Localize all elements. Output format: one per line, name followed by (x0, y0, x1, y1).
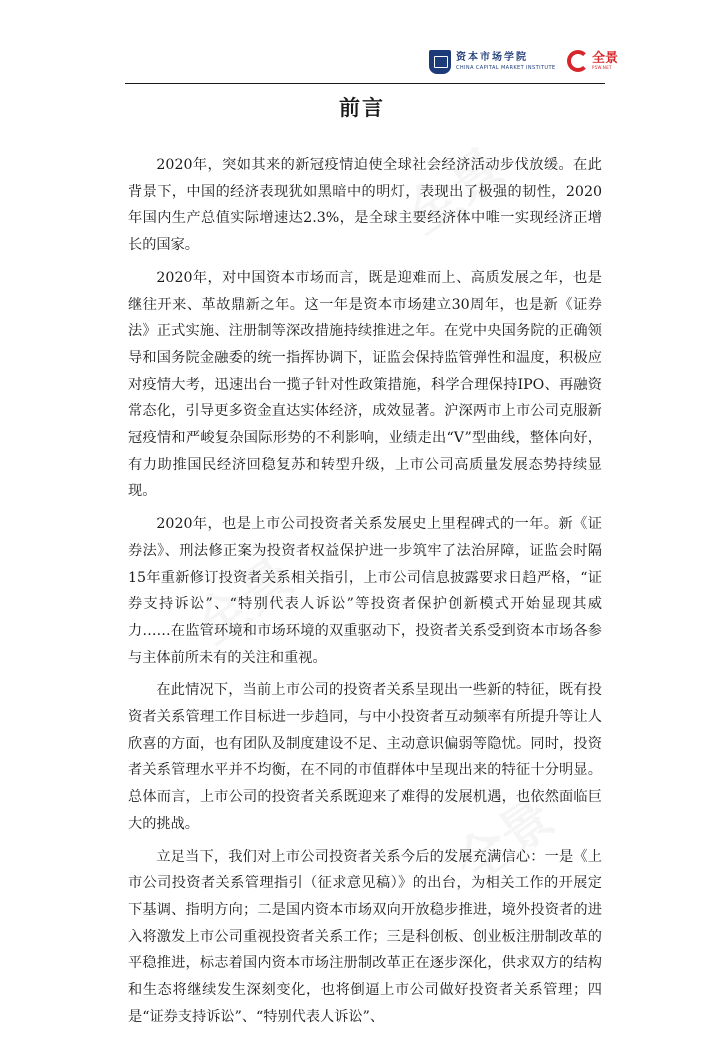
page-title: 前言 (339, 96, 385, 120)
document-body (128, 152, 602, 1037)
p5w-name: 全景 (592, 51, 619, 66)
paragraph: 立足当下，我们对上市公司投资者关系今后的发展充满信心：一是《上市公司投资者关系管理指引（征求意见稿）》的出台，为相关工作的开展定下基调、指明方向；二是国内资本市场双向开放稳步推进，境外投资者的进入将激发上市公司重视投资者关系工作；三是科创板、创业板注册制改革的平稳推进，标志着国内资本市场注册制改革正在逐步深化，供求双方的结构和生态将继续发生深刻变化，也将倒逼上市公司做好投资者关系管理；四是“证券支持诉讼”、“特别代表人诉讼”、 (128, 848, 602, 1025)
capital-market-institute-logo (429, 50, 555, 74)
institute-name-en: CHINA CAPITAL MARKET INSTITUTE (456, 65, 556, 71)
header-rule (125, 83, 605, 84)
paragraph: 在此情况下，当前上市公司的投资者关系呈现出一些新的特征，既有投资者关系管理工作目标进一步趋同，与中小投资者互动频率有所提升等让人欣喜的方面，也有团队及制度建设不足、主动意识偏弱等隐忧。同时，投资者关系管理水平并不均衡，在不同的市值群体中呈现出来的特征十分明显。总体而言，上市公司的投资者关系既迎来了难得的发展机遇，也依然面临巨大的挑战。 (128, 682, 602, 832)
paragraph: 2020年，突如其来的新冠疫情迫使全球社会经济活动步伐放缓。在此背景下，中国的经济表现犹如黑暗中的明灯，表现出了极强的韧性，2020年国内生产总值实际增速达2.3%，是全球主要经济体中唯一实现经济正增长的国家。 (128, 157, 602, 254)
p5w-name-en: P5W.NET (592, 65, 612, 70)
page-header (0, 0, 724, 84)
institute-name: 资本市场学院 (456, 52, 528, 63)
paragraph: 2020年，也是上市公司投资者关系发展史上里程碑式的一年。新《证券法》、刑法修正案为投资者权益保护进一步筑牢了法治屏障，证监会时隔15年重新修订投资者关系相关指引，上市公司信息披露要求日趋严格，“证券支持诉讼”、“特别代表人诉讼”等投资者保护创新模式开始显现其威力……在监管环境和市场环境的双重驱动下，投资者关系受到资本市场各参与主体前所未有的关注和重视。 (128, 516, 602, 666)
p5w-ring-icon (567, 50, 589, 72)
paragraph: 2020年，对中国资本市场而言，既是迎难而上、高质发展之年，也是继往开来、革故鼎新之年。这一年是资本市场建立30周年，也是新《证券法》正式实施、注册制等深改措施持续推进之年。在党中央国务院的正确领导和国务院金融委的统一指挥协调下，证监会保持监管弹性和温度，积极应对疫情大考，迅速出台一揽子针对性政策措施，科学合理保持IPO、再融资常态化，引导更多资金直达实体经济，成效显著。沪深两市上市公司克服新冠疫情和严峻复杂国际形势的不利影响，业绩走出“V”型曲线，整体向好，有力助推国民经济回稳复苏和转型升级，上市公司高质量发展态势持续显现。 (128, 269, 602, 500)
institute-emblem-icon (429, 50, 451, 74)
p5w-logo (567, 50, 618, 72)
